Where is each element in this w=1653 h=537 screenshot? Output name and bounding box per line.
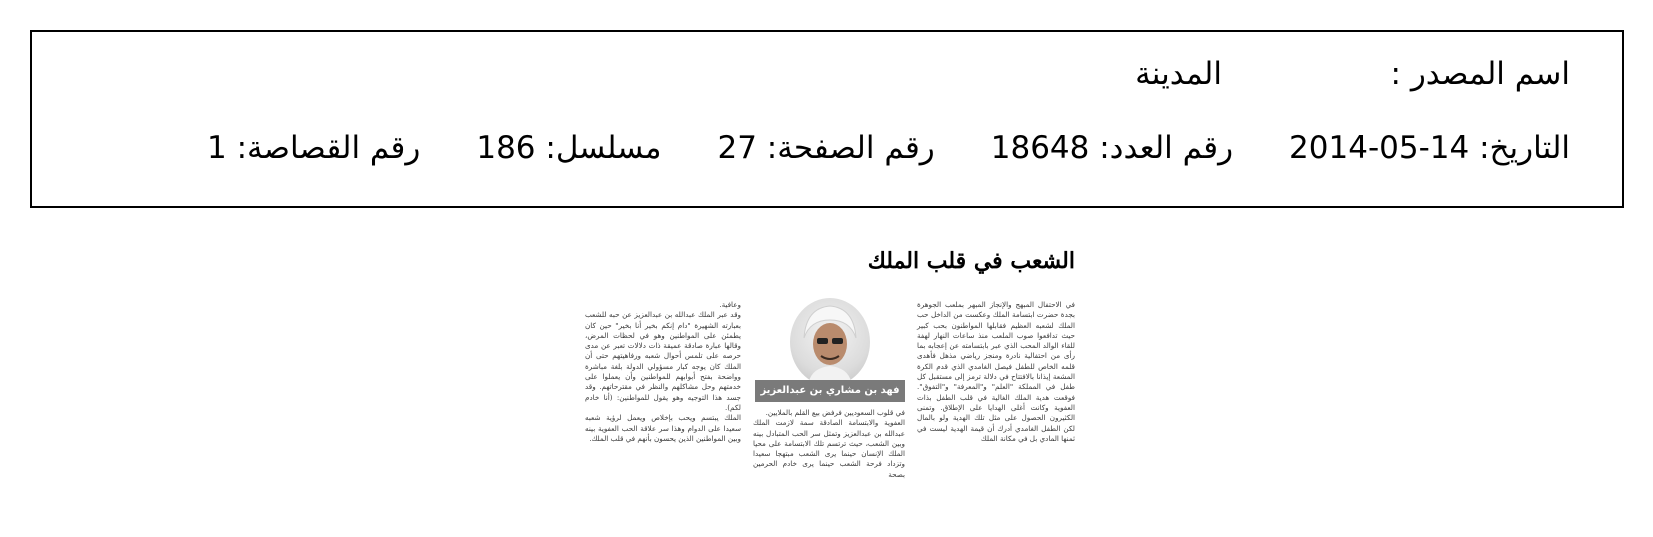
author-portrait-icon <box>790 298 870 386</box>
paragraph: الملك يبتسم ويحب بإخلاص ويعمل لرؤية شعبه سعيدا على الدوام وهذا سر علاقة الحب العفوية بينه وبين المواطنين الذين يحسون بأنهم في قلب الملك. <box>585 413 741 443</box>
issue-number: رقم العدد: 18648 <box>990 130 1234 166</box>
author-byline: فهد بن مشاري بن عبدالعزيز <box>755 380 905 402</box>
serial-number: مسلسل: 186 <box>476 130 662 166</box>
page-number: رقم الصفحة: 27 <box>717 130 935 166</box>
details-row <box>207 128 1570 168</box>
paragraph: وقد عبر الملك عبدالله بن عبدالعزيز عن حبه للشعب بعبارته الشهيرة "دام إنكم بخير أنا بخير" حين كان يطمئن على المواطنين وهو في لحظات المرض، وقالها عبارة صادقة عميقة ذات دلالات تعبر عن مدى حرصه على تلمس أحوال شعبه ورفاهيتهم حتى أن الملك كان يوجه كبار مسؤولي الدولة بلغة مباشرة وواضحة بفتح أبوابهم للمواطنين وأن يعملوا على خدمتهم وحل مشاكلهم والنظر في مقترحاتهم. وقد جسد هذا التوجيه وهو يقول للمواطنين: (أنا خادم لكم). <box>585 310 741 412</box>
paragraph: في قلوب السعوديين فرفض بيع القلم بالملايين. <box>765 408 905 417</box>
paragraph: وعافية. <box>719 300 741 309</box>
clipping-info-box <box>30 30 1624 208</box>
article-column-right <box>917 300 1075 444</box>
paragraph: العفوية والابتسامة الصادقة سمة لازمت الملك عبدالله بن عبدالعزيز وتمثل سر الحب المتبادل بينه وبين الشعب، حيث ترتسم تلك الابتسامة على محيا الملك الإنسان حينما يرى الشعب مبتهجا سعيدا وتزداد فرحة الشعب حينما يرى خادم الحرمين بصحة <box>753 418 905 479</box>
article-column-middle <box>753 408 905 480</box>
article-headline: الشعب في قلب الملك <box>867 248 1075 274</box>
author-photo-box <box>755 298 905 402</box>
paragraph: في الاحتفال المبهج والإنجاز المبهر بملعب الجوهرة بجدة حضرت ابتسامة الملك وعكست من الداخل حب الملك لشعبه العظيم فقابلها المواطنون بحب كبير حيث تدافعوا صوب الملعب منذ ساعات النهار لهفة للقاء الوالد المحب الذي عبر بابتسامته عن إعجابه بما رأى من احتفالية نادرة ومنجز رياضي مذهل فأهدى قلمه الخاص للطفل فيصل الغامدي الذي قدم الكرة المشعة إيذانا بالافتتاح في دلالة ترمز إلى مستقبل كل طفل في المملكة "العلم" و"المعرفة" و"التفوق". فوقعت هدية الملك الغالية في قلب الطفل بذات العفوية وكانت أغلى الهدايا على الإطلاق. وتمنى الكثيرون الحصول على مثل تلك الهدية ولو بالمال لكن الطفل الغامدي أدرك أن قيمة الهدية ليست في ثمنها المادي بل في مكانة الملك <box>917 300 1075 443</box>
date-field: التاريخ: 14-05-2014 <box>1289 130 1570 166</box>
article-column-left <box>585 300 741 444</box>
source-label: اسم المصدر : <box>1390 56 1570 92</box>
clip-number: رقم القصاصة: 1 <box>207 130 421 166</box>
source-value: المدينة <box>1135 56 1222 92</box>
author-photo <box>790 298 870 386</box>
newspaper-clipping <box>585 248 1075 537</box>
